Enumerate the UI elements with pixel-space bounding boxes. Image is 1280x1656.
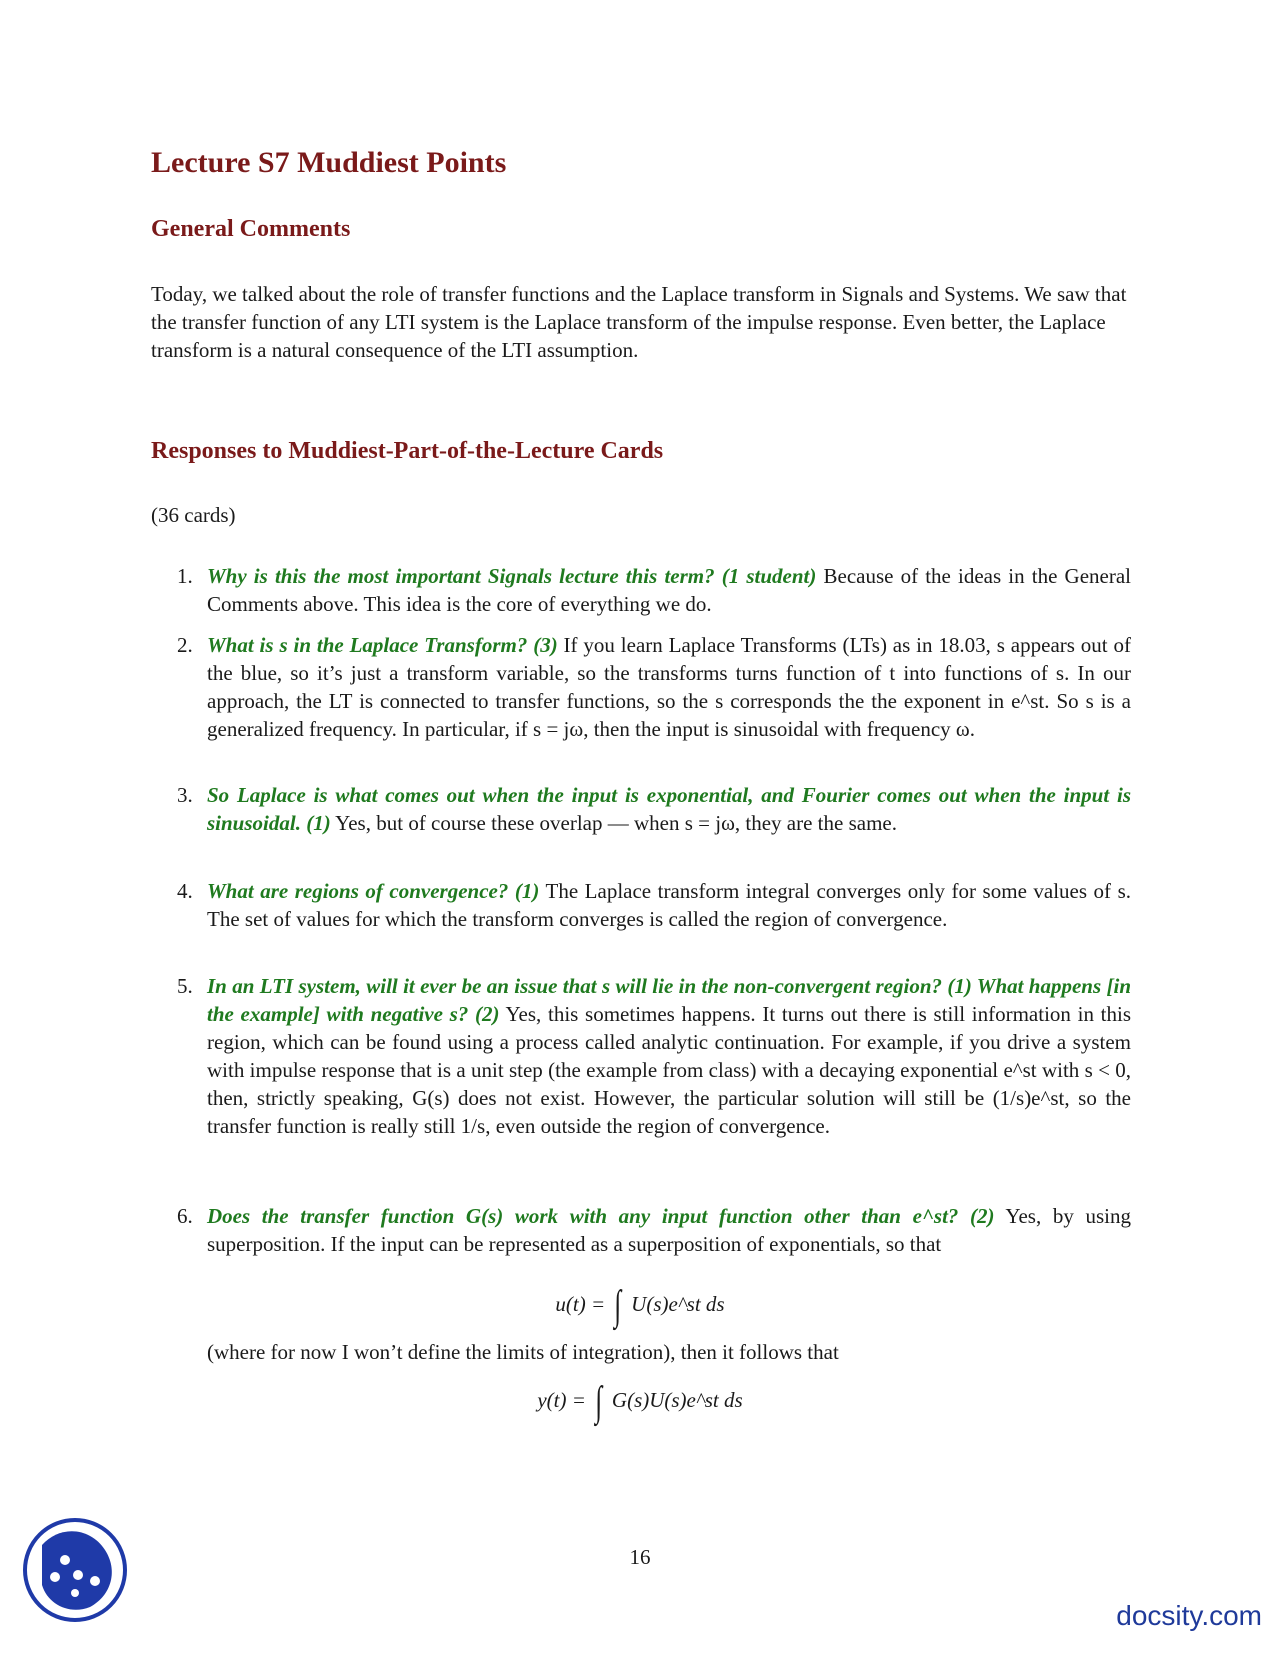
item-answer: Yes, by using superposition. If the input can be represented as a superposition of exponentials, so that [207,1204,1131,1256]
docsity-brand[interactable]: docsity.com [1116,1600,1262,1631]
list-item [151,877,1131,933]
list-item [151,972,1131,1140]
item-number: 5. [177,974,193,998]
integral-sign-icon: ∫ [614,1283,622,1329]
responses-heading: Responses to Muddiest-Part-of-the-Lecture Cards [151,438,664,464]
item-number: 6. [177,1204,193,1228]
item-question: What is s in the Laplace Transform? (3) [207,633,558,657]
integral-sign-icon: ∫ [595,1379,603,1425]
list-item [151,562,1131,618]
list-item [151,631,1131,743]
equation-rhs: G(s)U(s)e^st ds [611,1387,743,1412]
item-answer: Yes, this sometimes happens. It turns out there is still information in this region, which can be found using a process called analytic continuation. For example, if you drive a system with impulse response that is a unit step (the example from class) with a decaying exponential e^st with s < 0, then, strictly speaking, G(s) does not exist. However, the particular solution will still be (1/s)e^st, so the transfer function is really still 1/s, even outside the region of convergence. [207,1002,1131,1138]
docsity-logo-icon [20,1515,130,1625]
item-number: 3. [177,783,193,807]
item-question: Why is this the most important Signals lecture this term? (1 student) [207,564,817,588]
equation-y [0,1378,1280,1426]
list-item [151,1202,1131,1258]
page-title: Lecture S7 Muddiest Points [151,146,507,179]
page-number: 16 [629,1545,651,1569]
item-number: 4. [177,879,193,903]
general-comments-text: Today, we talked about the role of transfer functions and the Laplace transform in Signals and Systems. We saw that the transfer function of any LTI system is the Laplace transform of the impulse response. Even better, the Laplace transform is a natural consequence of the LTI assumption. [151,282,1127,362]
item-answer: Yes, but of course these overlap — when s = jω, they are the same. [330,811,897,835]
list-item [151,781,1131,837]
item-question: Does the transfer function G(s) work with any input function other than e^st? (2) [207,1204,995,1228]
item-answer: If you learn Laplace Transforms (LTs) as in 18.03, s appears out of the blue, so it’s just a transform variable, so the transforms turns function of t into functions of s. In our approach, the LT is connected to transfer functions, so the s corresponds the the exponent in e^st. So s is a generalized frequency. In particular, if s = jω, then the input is sinusoidal with frequency ω. [207,633,1131,741]
item-answer: The Laplace transform integral converges only for some values of s. The set of values for which the transform converges is called the region of convergence. [207,879,1131,931]
item-question: So Laplace is what comes out when the input is exponential, and Fourier comes out when the input is sinusoidal. (1) [207,783,1131,835]
card-count: (36 cards) [151,503,236,527]
equation-lhs: y(t) = [537,1387,586,1412]
general-comments-heading: General Comments [151,216,351,242]
item-number: 2. [177,633,193,657]
item-question: In an LTI system, will it ever be an issue that s will lie in the non-convergent region? (1) What happens [in the example] with negative s? (2) [207,974,1131,1026]
equation-rhs: U(s)e^st ds [631,1291,725,1316]
between-text: (where for now I won’t define the limits of integration), then it follows that [207,1340,839,1364]
equation-lhs: u(t) = [555,1291,606,1316]
item-answer: Because of the ideas in the General Comments above. This idea is the core of everything we do. [207,564,1131,616]
item-number: 1. [177,564,193,588]
item-question: What are regions of convergence? (1) [207,879,540,903]
equation-u [0,1282,1280,1330]
